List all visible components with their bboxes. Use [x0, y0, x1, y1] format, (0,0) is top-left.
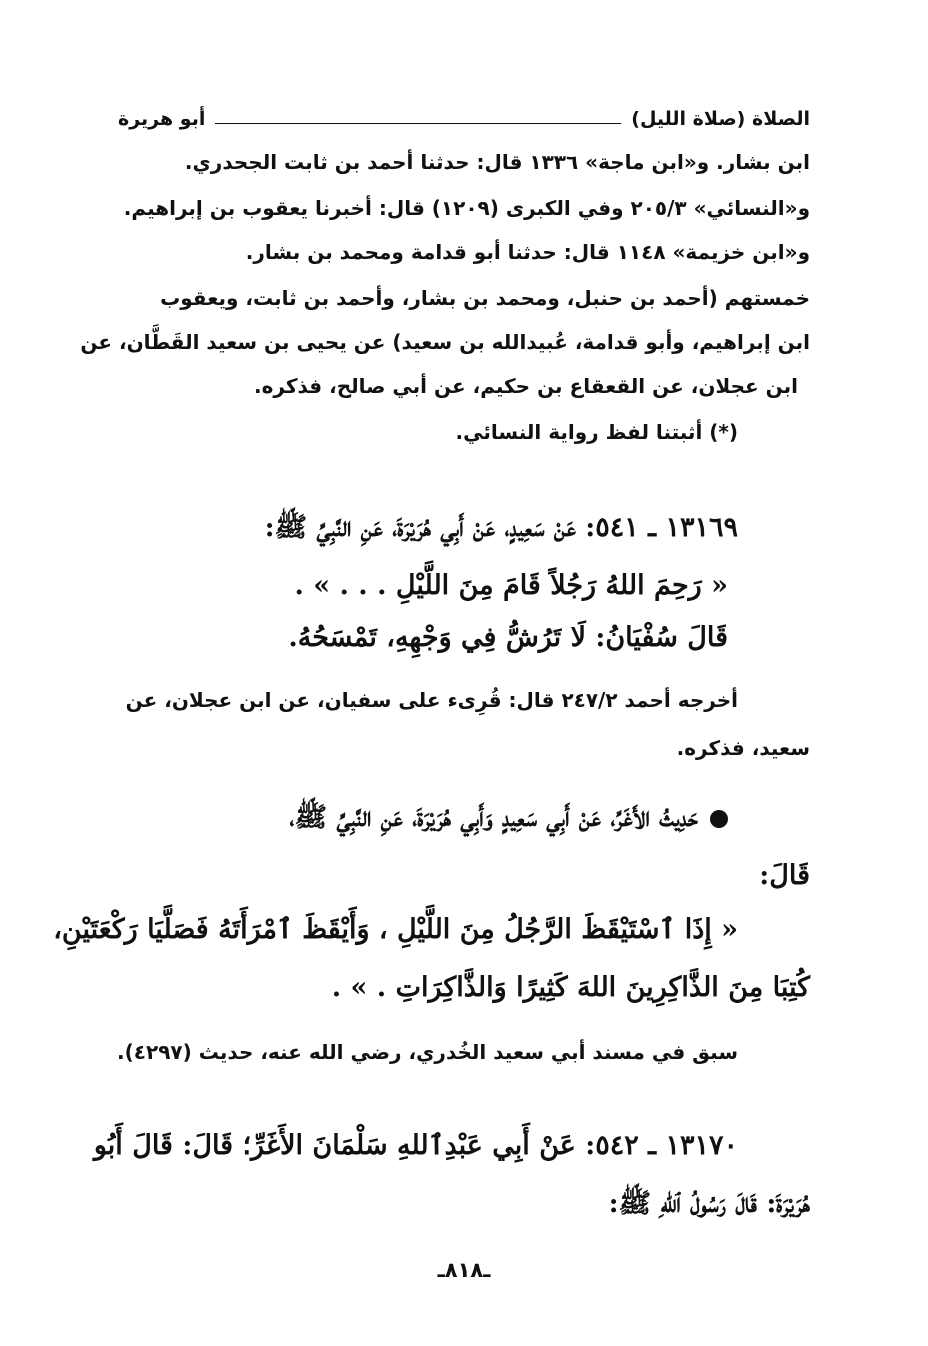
notes-line: ابن بشار. و«ابن ماجة» ١٣٣٦ قال: حدثنا أحمد بن ثابت الجحدري.: [184, 150, 810, 174]
hadith-text: « رَحِمَ اللهُ رَجُلاً قَامَ مِنَ اللَّيْلِ . . . » .: [294, 570, 728, 601]
hadith-text: قَالَ سُفْيَانُ: لَا تَرُشُّ فِي وَجْهِهِ، تَمْسَحُهُ.: [288, 622, 728, 653]
bullet-icon: [710, 810, 728, 828]
section-title: أبو هريرة: [118, 108, 206, 130]
header-rule: [215, 123, 621, 124]
notes-line: و«النسائي» ٢٠٥/٣ وفي الكبرى (١٢٠٩) قال: أخبرنا يعقوب بن إبراهيم.: [123, 196, 810, 220]
running-header: [118, 96, 810, 130]
hadith-heading: ١٣١٦٩ ـ ٥٤١: عَنْ سَعِيدٍ، عَنْ أَبِي هُرَيْرَةَ، عَنِ النَّبِيِّ ﷺ:: [264, 512, 738, 543]
hadith-text: هُرَيْرَةَ: قَالَ رَسُولُ ٱللهِ ﷺ:: [608, 1188, 810, 1219]
chapter-title: الصلاة (صلاة الليل): [631, 108, 810, 130]
notes-line: ابن إبراهيم، وأبو قدامة، عُبيدالله بن سعيد) عن يحيى بن سعيد القَطَّان، عن: [80, 330, 810, 354]
takhrij-line: أخرجه أحمد ٢٤٧/٢ قال: قُرِىء على سفيان، عن ابن عجلان، عن: [125, 688, 738, 712]
hadith-text: « إِذَا ٱسْتَيْقَظَ الرَّجُلُ مِنَ اللَّيْلِ ، وَأَيْقَظَ ٱمْرَأَتَهُ فَصَلَّيَا رَكْعَتَيْنِ،: [53, 914, 738, 945]
notes-line: خمستهم (أحمد بن حنبل، ومحمد بن بشار، وأحمد بن ثابت، ويعقوب: [160, 286, 810, 310]
hadith-text: قَالَ:: [759, 860, 810, 891]
page-number: ـ٨١٨ـ: [437, 1258, 491, 1282]
footnote-line: (*) أثبتنا لفظ رواية النسائي.: [455, 420, 738, 444]
hadith-heading-text: حَدِيثُ الأَغَرِّ، عَنْ أَبِي سَعِيدٍ وَأَبِي هُرَيْرَةَ، عَنِ النَّبِيِّ ﷺ،: [289, 802, 698, 833]
notes-line: ابن عجلان، عن القعقاع بن حكيم، عن أبي صالح، فذكره.: [254, 374, 798, 398]
hadith-text: كُتِبَا مِنَ الذَّاكِرِينَ اللهَ كَثِيرًا وَالذَّاكِرَاتِ . » .: [331, 972, 810, 1003]
takhrij-line: سعيد، فذكره.: [676, 736, 810, 760]
hadith-heading: ١٣١٧٠ ـ ٥٤٢: عَنْ أَبِي عَبْدِٱللهِ سَلْمَانَ الأَغَرِّ؛ قَالَ: قَالَ أَبُو: [93, 1130, 738, 1161]
hadith-heading: [289, 800, 728, 840]
reference-note: سبق في مسند أبي سعيد الخُدري، رضي الله عنه، حديث (٤٢٩٧).: [117, 1040, 738, 1064]
notes-line: و«ابن خزيمة» ١١٤٨ قال: حدثنا أبو قدامة ومحمد بن بشار.: [245, 240, 810, 264]
